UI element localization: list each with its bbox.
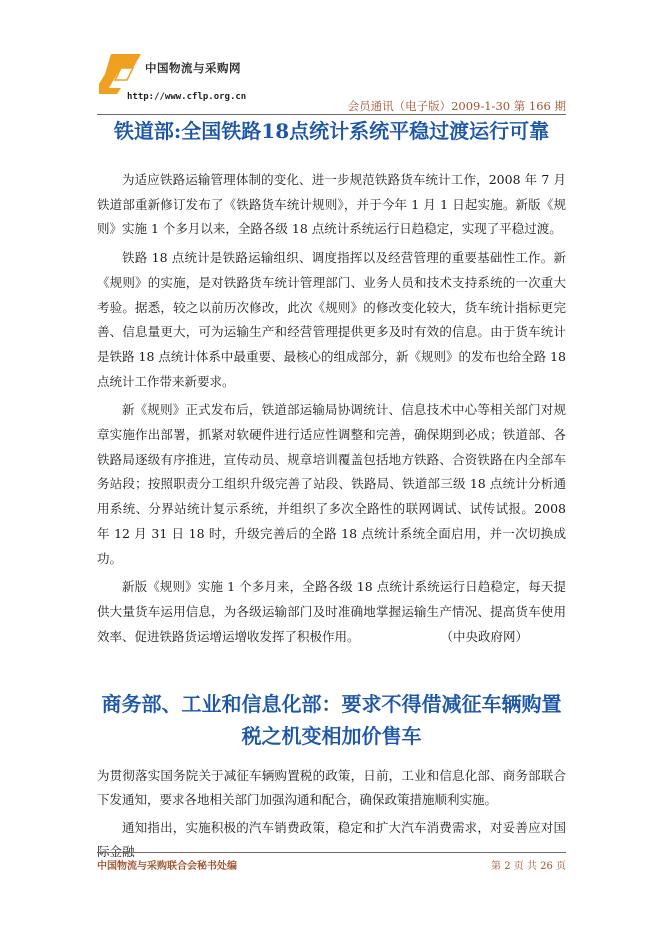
article1-paragraph: 铁路 18 点统计是铁路运输组织、调度指挥以及经营管理的重要基础性工作。新《规则》的实施，是对铁路货车统计管理部门、业务人员和技术支持系统的一次重大考验。据悉，较之以前历次修改，此次《规则》的修改变化较大，货车统计指标更完善、信息量更大，可为运输生产和经营管理提供更多及时有效的信息。由于货车统计是铁路 18 点统计体系中最重要、最核心的组成部分，新《规则》的发布也给全路 18 点统计工作带来新要求。 (97, 250, 566, 389)
article1-title: 铁道部:全国铁路18点统计系统平稳过渡运行可靠 (113, 119, 550, 143)
logo (97, 48, 277, 108)
issue-info: 会员通讯（电子版）2009-1-30 第 166 期 (347, 99, 566, 113)
article1-paragraph: 为适应铁路运输管理体制的变化、进一步规范铁路货车统计工作，2008 年 7 月铁道部重新修订发布了《铁路货车统计规则》，并于今年 1 月 1 日起实施。新版《规则》实施 1 个多月以来，全路各级 18 点统计系统运行日趋稳定，实现了平稳过渡。 (97, 172, 566, 237)
logo-mark-icon (97, 52, 143, 94)
article2-paragraph: 为贯彻落实国务院关于减征车辆购置税的政策，日前，工业和信息化部、商务部联合下发通知，要求各地相关部门加强沟通和配合，确保政策措施顺利实施。 (97, 768, 566, 807)
article1-paragraph: 新《规则》正式发布后，铁道部运输局协调统计、信息技术中心等相关部门对规章实施作出部署，抓紧对软硬件进行适应性调整和完善，确保期到必成；铁道部、各铁路局逐级有序推进，宣传动员、规章培训覆盖包括地方铁路、合资铁路在内全部车务站段；按照职责分工组织升级完善了站段、铁路局、铁道部三级 18 点统计分析通用系统、分界站统计复示系统，并组织了多次全路性的联网调试、试传试报。2008 年 12 月 31 日 18 时，升级完善后的全路 18 点统计系统全面启用，并一次切换成功。 (97, 402, 566, 566)
article1-source: （中央政府网） (440, 628, 529, 644)
header-divider (97, 114, 566, 115)
article2-paragraph: 通知指出，实施积极的汽车销费政策，稳定和扩大汽车消费需求，对妥善应对国际金融 (97, 820, 566, 859)
article1-paragraph-text: 新版《规则》实施 1 个多月来，全路各级 18 点统计系统运行日趋稳定，每天提供大量货车运用信息，为各级运输部门及时准确地掌握运输生产情况、提高货车使用效率、促进铁路货运增运增收发挥了积极作用。 (97, 579, 566, 644)
page-footer (97, 852, 566, 872)
logo-name: 中国物流与采购网 (145, 61, 241, 75)
footer-publisher: 中国物流与采购联合会秘书处编 (97, 861, 237, 872)
logo-url: http://www.cflp.org.cn (127, 92, 247, 102)
footer-page-number: 第 2 页 共 26 页 (491, 861, 566, 872)
article2-title: 商务部、工业和信息化部：要求不得借减征车辆购置税之机变相加价售车 (101, 692, 562, 748)
article1-body (97, 168, 566, 653)
article1-paragraph-last (97, 575, 566, 649)
